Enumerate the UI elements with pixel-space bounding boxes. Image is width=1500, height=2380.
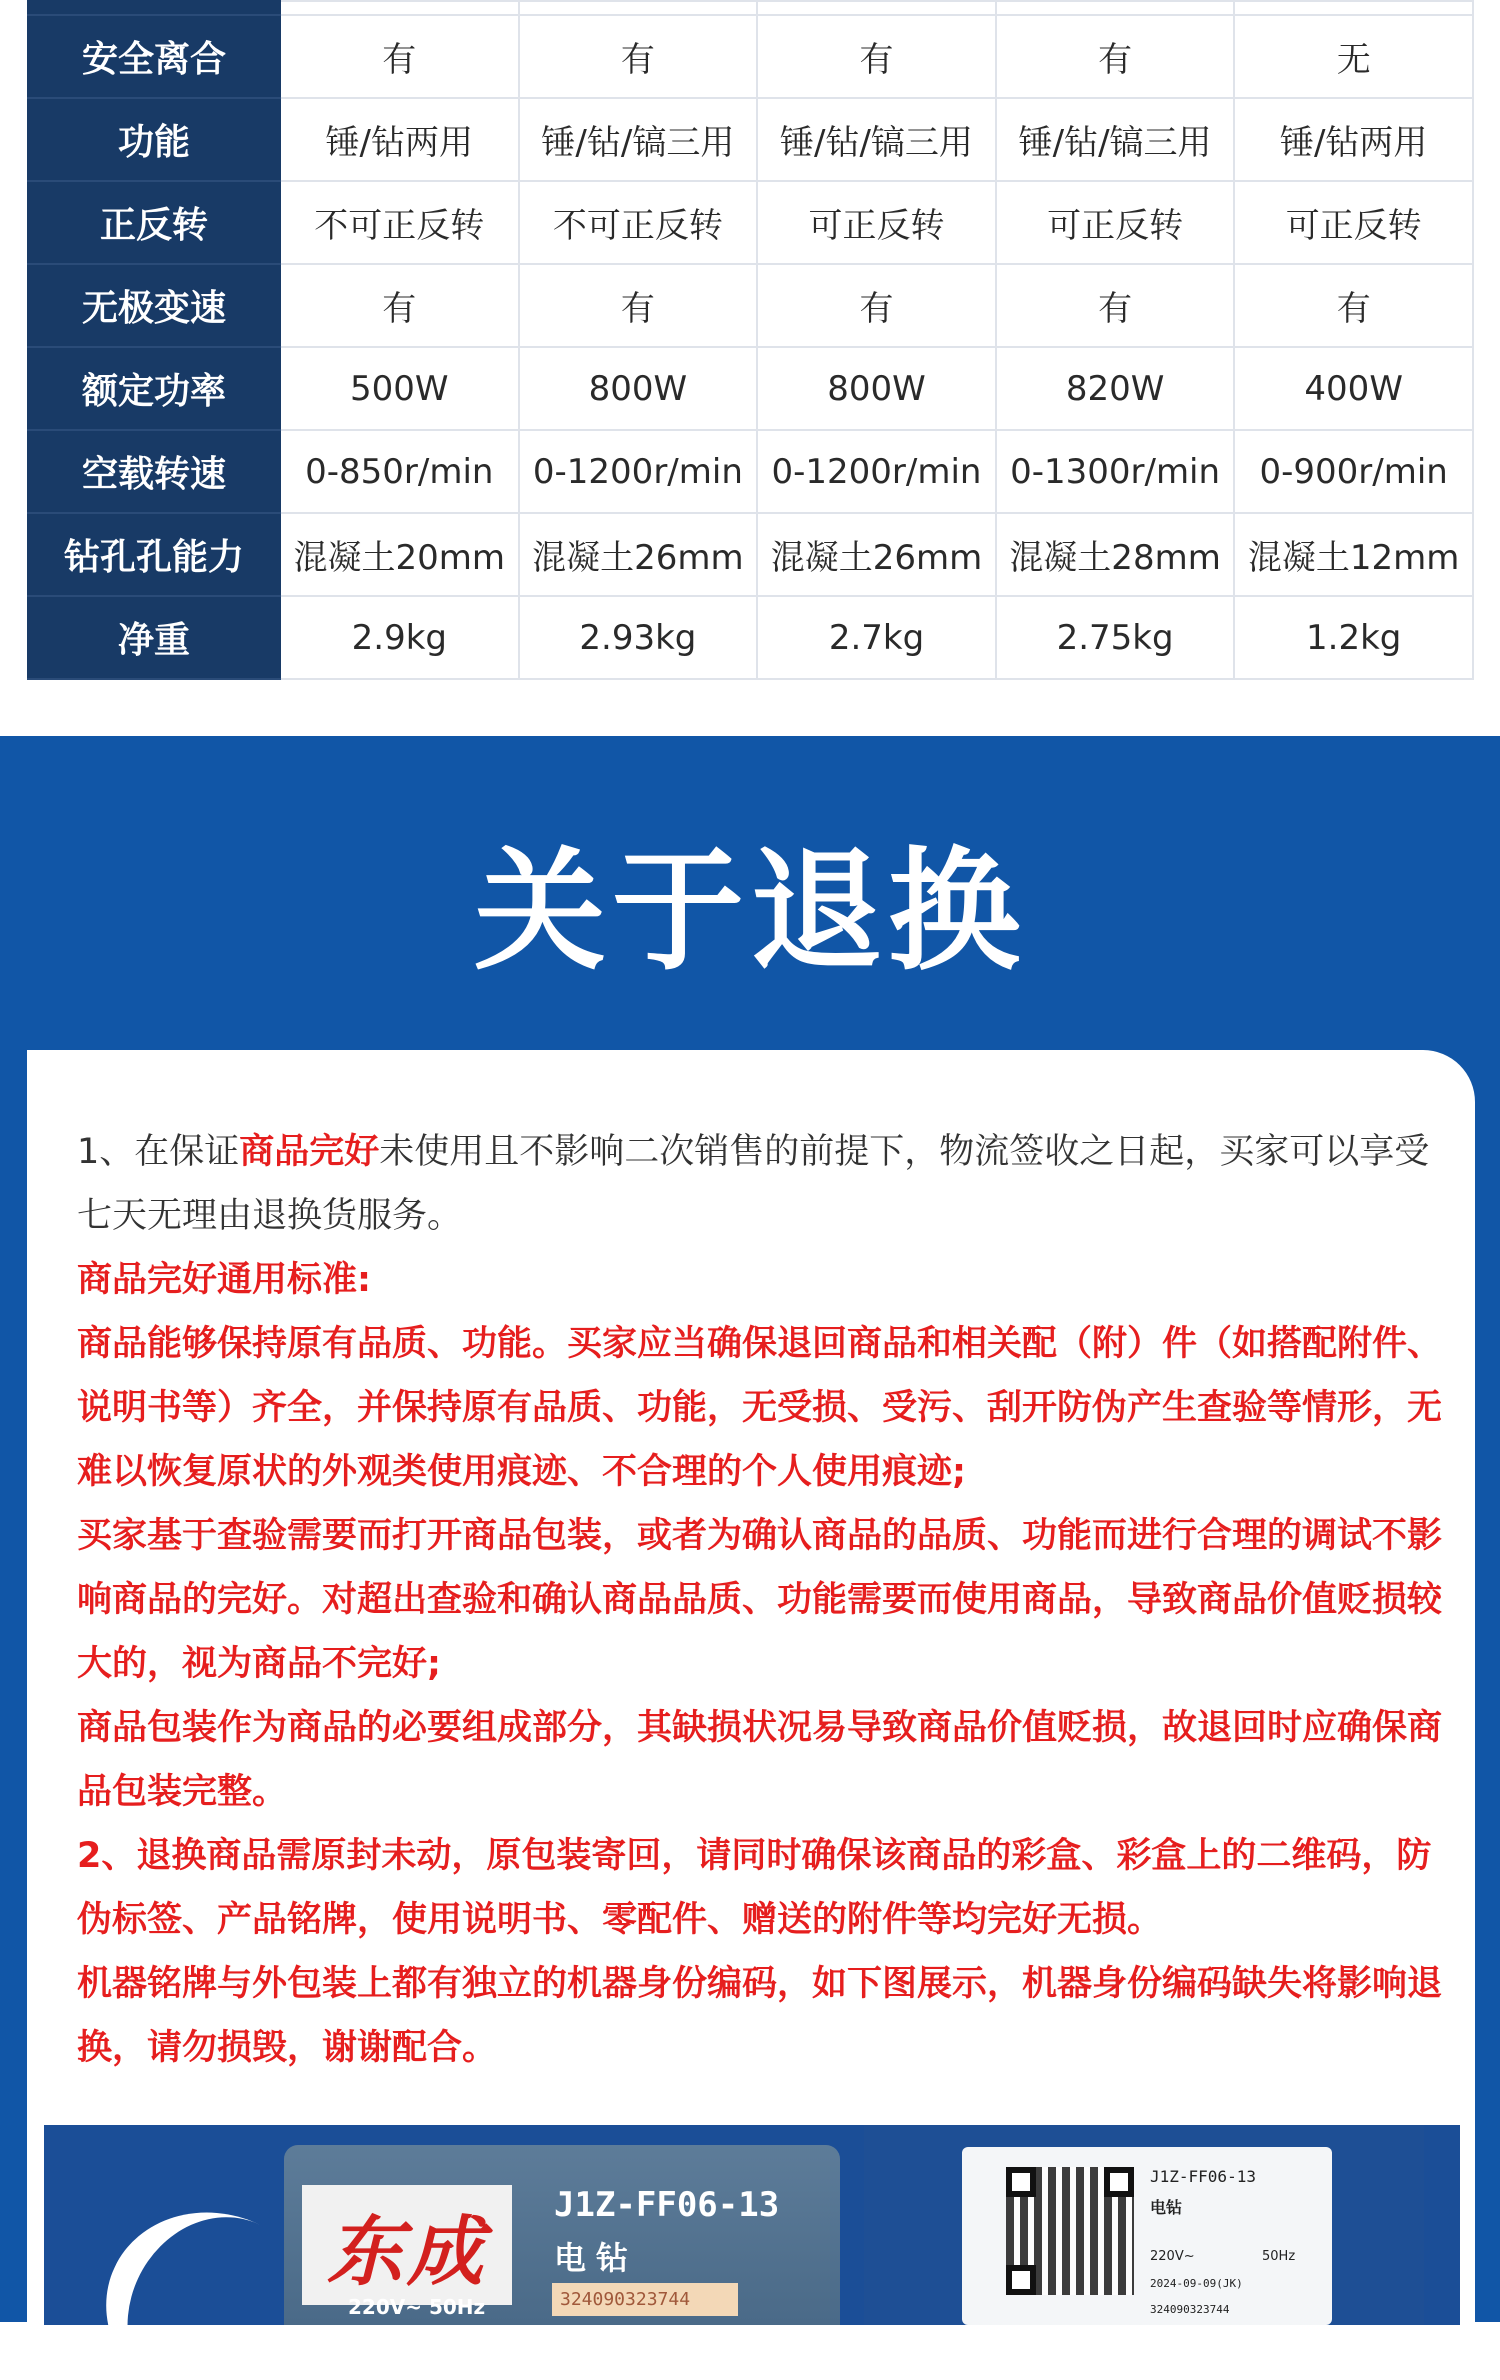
table-cell: 有 <box>519 264 758 347</box>
returns-section <box>0 736 1500 2322</box>
table-cell: 锤/钻/镐三用 <box>757 98 996 181</box>
table-cell: 0-1300r/min <box>996 430 1235 513</box>
table-cell: 2.9kg <box>280 596 519 679</box>
standard-item-3 <box>77 1696 1457 1824</box>
row-header: 正反转 <box>28 181 280 264</box>
policy-text-span: 未使用且不影响二次销售的前提下，物流签收之日起，买家可以享受七天无理由退换货服务。 <box>77 1132 1430 1236</box>
standard-heading-text: 商品完好通用标准: <box>77 1260 371 1300</box>
table-cell: 0-850r/min <box>280 430 519 513</box>
table-cell: 800W <box>519 347 758 430</box>
nameplate-frequency: 50Hz <box>1262 2249 1296 2264</box>
standard-item-text: 买家基于查验需要而打开商品包装，或者为确认商品的品质、功能而进行合理的调试不影响商品的完好。对超出查验和确认商品品质、功能需要而使用商品，导致商品价值贬损较大的，视为商品不完好; <box>77 1516 1443 1684</box>
policy-paragraph-3 <box>77 1952 1457 2080</box>
standard-item-text: 商品能够保持原有品质、功能。买家应当确保退回商品和相关配（附）件（如搭配附件、说明书等）齐全，并保持原有品质、功能，无受损、受污、刮开防伪产生查验等情形，无难以恢复原状的外观类使用痕迹、不合理的个人使用痕迹; <box>77 1324 1443 1492</box>
qr-finder-icon <box>1006 2265 1036 2295</box>
standard-item-text: 商品包装作为商品的必要组成部分，其缺损状况易导致商品价值贬损，故退回时应确保商品包装完整。 <box>77 1708 1443 1812</box>
model-label: J1Z-FF06-13 <box>554 2185 780 2225</box>
table-cell: 有 <box>280 15 519 98</box>
row-header: 净重 <box>28 596 280 679</box>
nameplate <box>962 2147 1332 2325</box>
table-cell: 有 <box>757 264 996 347</box>
table-row <box>28 513 1473 596</box>
nameplate-date: 2024-09-09(JK) <box>1150 2277 1243 2290</box>
brand-plate <box>302 2185 512 2305</box>
row-header: 功能 <box>28 98 280 181</box>
policy-paragraph-1 <box>77 1120 1457 1248</box>
table-row <box>28 596 1473 679</box>
table-cell: 2.7kg <box>757 596 996 679</box>
row-header: 额定功率 <box>28 347 280 430</box>
table-row <box>28 1 1473 15</box>
table-cell: 不可正反转 <box>280 181 519 264</box>
policy-paragraph-2-text: 2、退换商品需原封未动，原包装寄回，请同时确保该商品的彩盒、彩盒上的二维码，防伪标签、产品铭牌，使用说明书、零配件、赠送的附件等均完好无损。 <box>77 1836 1432 1940</box>
table-row <box>28 15 1473 98</box>
table-cell: 无 <box>1234 15 1473 98</box>
table-cell: 混凝土28mm <box>996 513 1235 596</box>
table-cell: 有 <box>757 15 996 98</box>
table-cell <box>519 1 758 15</box>
table-row <box>28 264 1473 347</box>
table-cell: 可正反转 <box>757 181 996 264</box>
table-cell <box>996 1 1235 15</box>
row-header: 空载转速 <box>28 430 280 513</box>
spec-table <box>27 0 1474 680</box>
nameplate-serial: 324090323744 <box>1150 2303 1230 2316</box>
row-header: 无极变速 <box>28 264 280 347</box>
nameplate-voltage: 220V~ <box>1150 2249 1195 2264</box>
table-row <box>28 181 1473 264</box>
table-cell: 混凝土26mm <box>757 513 996 596</box>
table-cell: 2.93kg <box>519 596 758 679</box>
table-row <box>28 430 1473 513</box>
table-cell: 0-1200r/min <box>519 430 758 513</box>
table-cell: 锤/钻/镐三用 <box>996 98 1235 181</box>
standard-item-1 <box>77 1312 1457 1504</box>
nameplate-model: J1Z-FF06-13 <box>1150 2167 1256 2186</box>
table-cell <box>1234 1 1473 15</box>
serial-sticker: 324090323744 <box>552 2283 738 2316</box>
table-row <box>28 98 1473 181</box>
table-row <box>28 347 1473 430</box>
table-cell: 混凝土12mm <box>1234 513 1473 596</box>
table-cell: 有 <box>996 15 1235 98</box>
row-header <box>28 1 280 15</box>
policy-highlight: 商品完好 <box>239 1132 380 1172</box>
policy-paragraph-3-text: 机器铭牌与外包装上都有独立的机器身份编码，如下图展示，机器身份编码缺失将影响退换，请勿损毁，谢谢配合。 <box>77 1964 1443 2068</box>
table-cell: 2.75kg <box>996 596 1235 679</box>
table-cell: 锤/钻两用 <box>1234 98 1473 181</box>
row-header: 钻孔孔能力 <box>28 513 280 596</box>
table-cell: 1.2kg <box>1234 596 1473 679</box>
policy-paragraph-2 <box>77 1824 1457 1952</box>
table-cell: 锤/钻两用 <box>280 98 519 181</box>
policy-text-span: 1、在保证 <box>77 1132 240 1172</box>
nameplate-type: 电钻 <box>1150 2198 1183 2217</box>
table-cell: 0-900r/min <box>1234 430 1473 513</box>
standard-item-2 <box>77 1504 1457 1696</box>
policy-text <box>77 1120 1457 2080</box>
type-label: 电钻 <box>554 2239 639 2277</box>
product-photo-strip <box>44 2125 1460 2325</box>
standard-heading <box>77 1248 1457 1312</box>
table-cell: 不可正反转 <box>519 181 758 264</box>
table-cell: 820W <box>996 347 1235 430</box>
table-cell: 0-1200r/min <box>757 430 996 513</box>
table-cell <box>280 1 519 15</box>
voltage-label: 220V~ 50Hz <box>348 2295 486 2319</box>
drill-body-photo <box>284 2145 840 2325</box>
table-cell: 有 <box>996 264 1235 347</box>
table-cell: 500W <box>280 347 519 430</box>
table-cell: 混凝土26mm <box>519 513 758 596</box>
table-cell: 可正反转 <box>996 181 1235 264</box>
table-cell: 有 <box>280 264 519 347</box>
qr-finder-icon <box>1006 2167 1036 2197</box>
table-cell: 400W <box>1234 347 1473 430</box>
brand-logo: 东成 <box>327 2206 487 2296</box>
nameplate-photo <box>864 2125 1424 2325</box>
row-header: 安全离合 <box>28 15 280 98</box>
table-cell <box>757 1 996 15</box>
table-cell: 锤/钻/镐三用 <box>519 98 758 181</box>
qr-finder-icon <box>1104 2167 1134 2197</box>
table-cell: 800W <box>757 347 996 430</box>
table-cell: 有 <box>519 15 758 98</box>
section-title: 关于退换 <box>474 835 1026 989</box>
table-cell: 可正反转 <box>1234 181 1473 264</box>
table-cell: 混凝土20mm <box>280 513 519 596</box>
table-cell: 有 <box>1234 264 1473 347</box>
